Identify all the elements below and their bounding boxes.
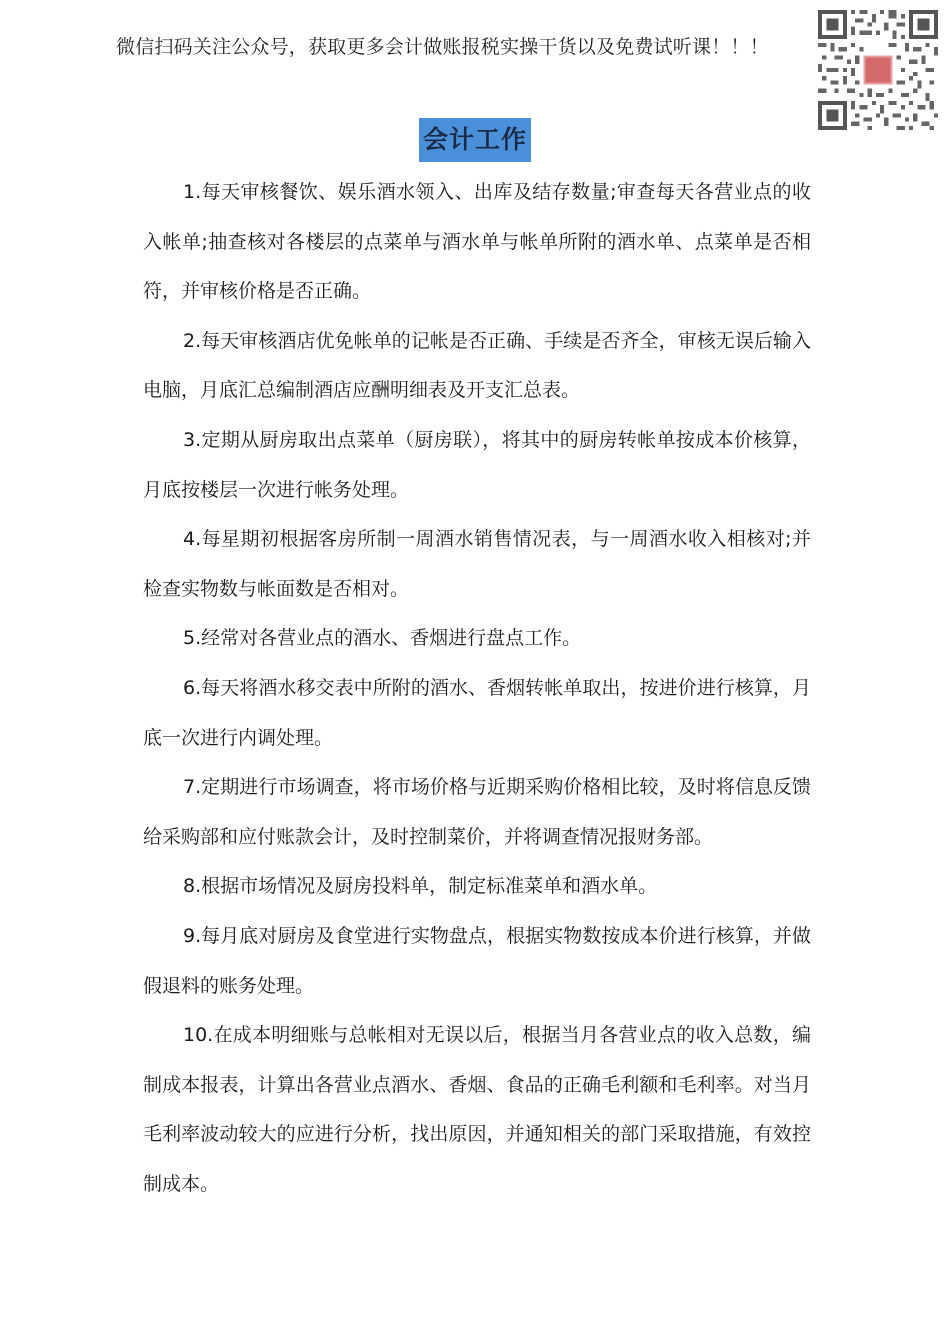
paragraph-9: 9.每月底对厨房及食堂进行实物盘点，根据实物数按成本价进行核算，并做假退料的账务处理。: [143, 924, 811, 997]
paragraph-6: 6.每天将酒水移交表中所附的酒水、香烟转帐单取出，按进价进行核算，月底一次进行内调处理。: [143, 676, 811, 749]
paragraph-8: 8.根据市场情况及厨房投料单，制定标准菜单和酒水单。: [183, 875, 658, 898]
title-container: [0, 118, 950, 162]
paragraph-3: 3.定期从厨房取出点菜单（厨房联），将其中的厨房转帐单按成本价核算，月底按楼层一次进行帐务处理。: [143, 428, 811, 501]
paragraph-7: 7.定期进行市场调查，将市场价格与近期采购价格相比较，及时将信息反馈给采购部和应付账款会计，及时控制菜价，并将调查情况报财务部。: [143, 776, 811, 848]
document-title: 会计工作: [419, 118, 531, 162]
qr-code-icon[interactable]: [818, 10, 938, 130]
document-body: [143, 168, 811, 1209]
paragraph-2: 2.每天审核酒店优免帐单的记帐是否正确、手续是否齐全，审核无误后输入电脑，月底汇总编制酒店应酬明细表及开支汇总表。: [143, 329, 811, 402]
paragraph-5: 5.经常对各营业点的酒水、香烟进行盘点工作。: [183, 627, 582, 650]
paragraph-4: 4.每星期初根据客房所制一周酒水销售情况表，与一周酒水收入相核对;并检查实物数与帐面数是否相对。: [143, 528, 811, 600]
paragraph-10: 10.在成本明细账与总帐相对无误以后，根据当月各营业点的收入总数，编制成本报表，计算出各营业点酒水、香烟、食品的正确毛利额和毛利率。对当月毛利率波动较大的应进行分析，找出原因，并通知相关的部门采取措施，有效控制成本。: [143, 1024, 811, 1195]
paragraph-1: 1.每天审核餐饮、娱乐酒水领入、出库及结存数量;审查每天各营业点的收入帐单;抽查核对各楼层的点菜单与酒水单与帐单所附的酒水单、点菜单是否相符，并审核价格是否正确。: [143, 181, 811, 303]
promo-banner-text: 微信扫码关注公众号，获取更多会计做账报税实操干货以及免费试听课！！！: [116, 36, 769, 58]
